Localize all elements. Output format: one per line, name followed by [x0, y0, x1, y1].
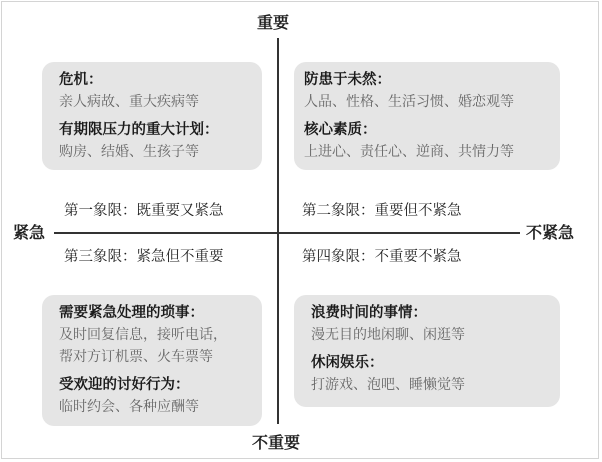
box-bl-text-2: 帮对方订机票、火车票等 [59, 349, 213, 365]
box-bottom-right [294, 295, 560, 407]
box-tr-heading-1: 防患于未然： [304, 72, 391, 88]
axis-label-bottom: 不重要 [252, 433, 301, 452]
box-top-left [42, 62, 262, 170]
box-br-heading-2: 休闲娱乐： [311, 355, 384, 371]
axis-label-left: 紧急 [13, 223, 46, 242]
box-tr-heading-2: 核心素质： [304, 122, 377, 138]
quadrant-label-3: 第三象限：紧急但不重要 [64, 249, 224, 265]
quadrant-label-1: 第一象限：既重要又紧急 [64, 203, 224, 219]
axis-label-right: 不紧急 [526, 223, 575, 242]
box-br-heading-1: 浪费时间的事情： [311, 305, 427, 321]
box-tl-heading-1: 危机： [59, 72, 103, 88]
box-tl-text-1: 亲人病故、重大疾病等 [59, 94, 199, 110]
box-br-text-2: 打游戏、泡吧、睡懒觉等 [311, 377, 465, 393]
box-bl-heading-2: 受欢迎的讨好行为： [59, 377, 190, 393]
box-top-right [294, 62, 560, 170]
box-tl-heading-2: 有期限压力的重大计划： [59, 122, 219, 138]
box-bl-text-3: 临时约会、各种应酬等 [59, 399, 199, 415]
box-tr-text-2: 上进心、责任心、逆商、共情力等 [304, 144, 514, 160]
quadrant-label-4: 第四象限：不重要不紧急 [302, 249, 462, 265]
box-bl-text-1: 及时回复信息，接听电话， [59, 327, 227, 343]
box-bottom-left [42, 295, 262, 426]
box-tl-text-2: 购房、结婚、生孩子等 [59, 144, 199, 160]
axis-label-top: 重要 [257, 13, 290, 32]
box-tr-text-1: 人品、性格、生活习惯、婚恋观等 [304, 94, 514, 110]
box-br-text-1: 漫无目的地闲聊、闲逛等 [311, 327, 465, 343]
vertical-axis [277, 38, 279, 424]
quadrant-label-2: 第二象限：重要但不紧急 [302, 203, 462, 219]
box-bl-heading-1: 需要紧急处理的琐事： [59, 305, 204, 321]
horizontal-axis [54, 232, 520, 234]
